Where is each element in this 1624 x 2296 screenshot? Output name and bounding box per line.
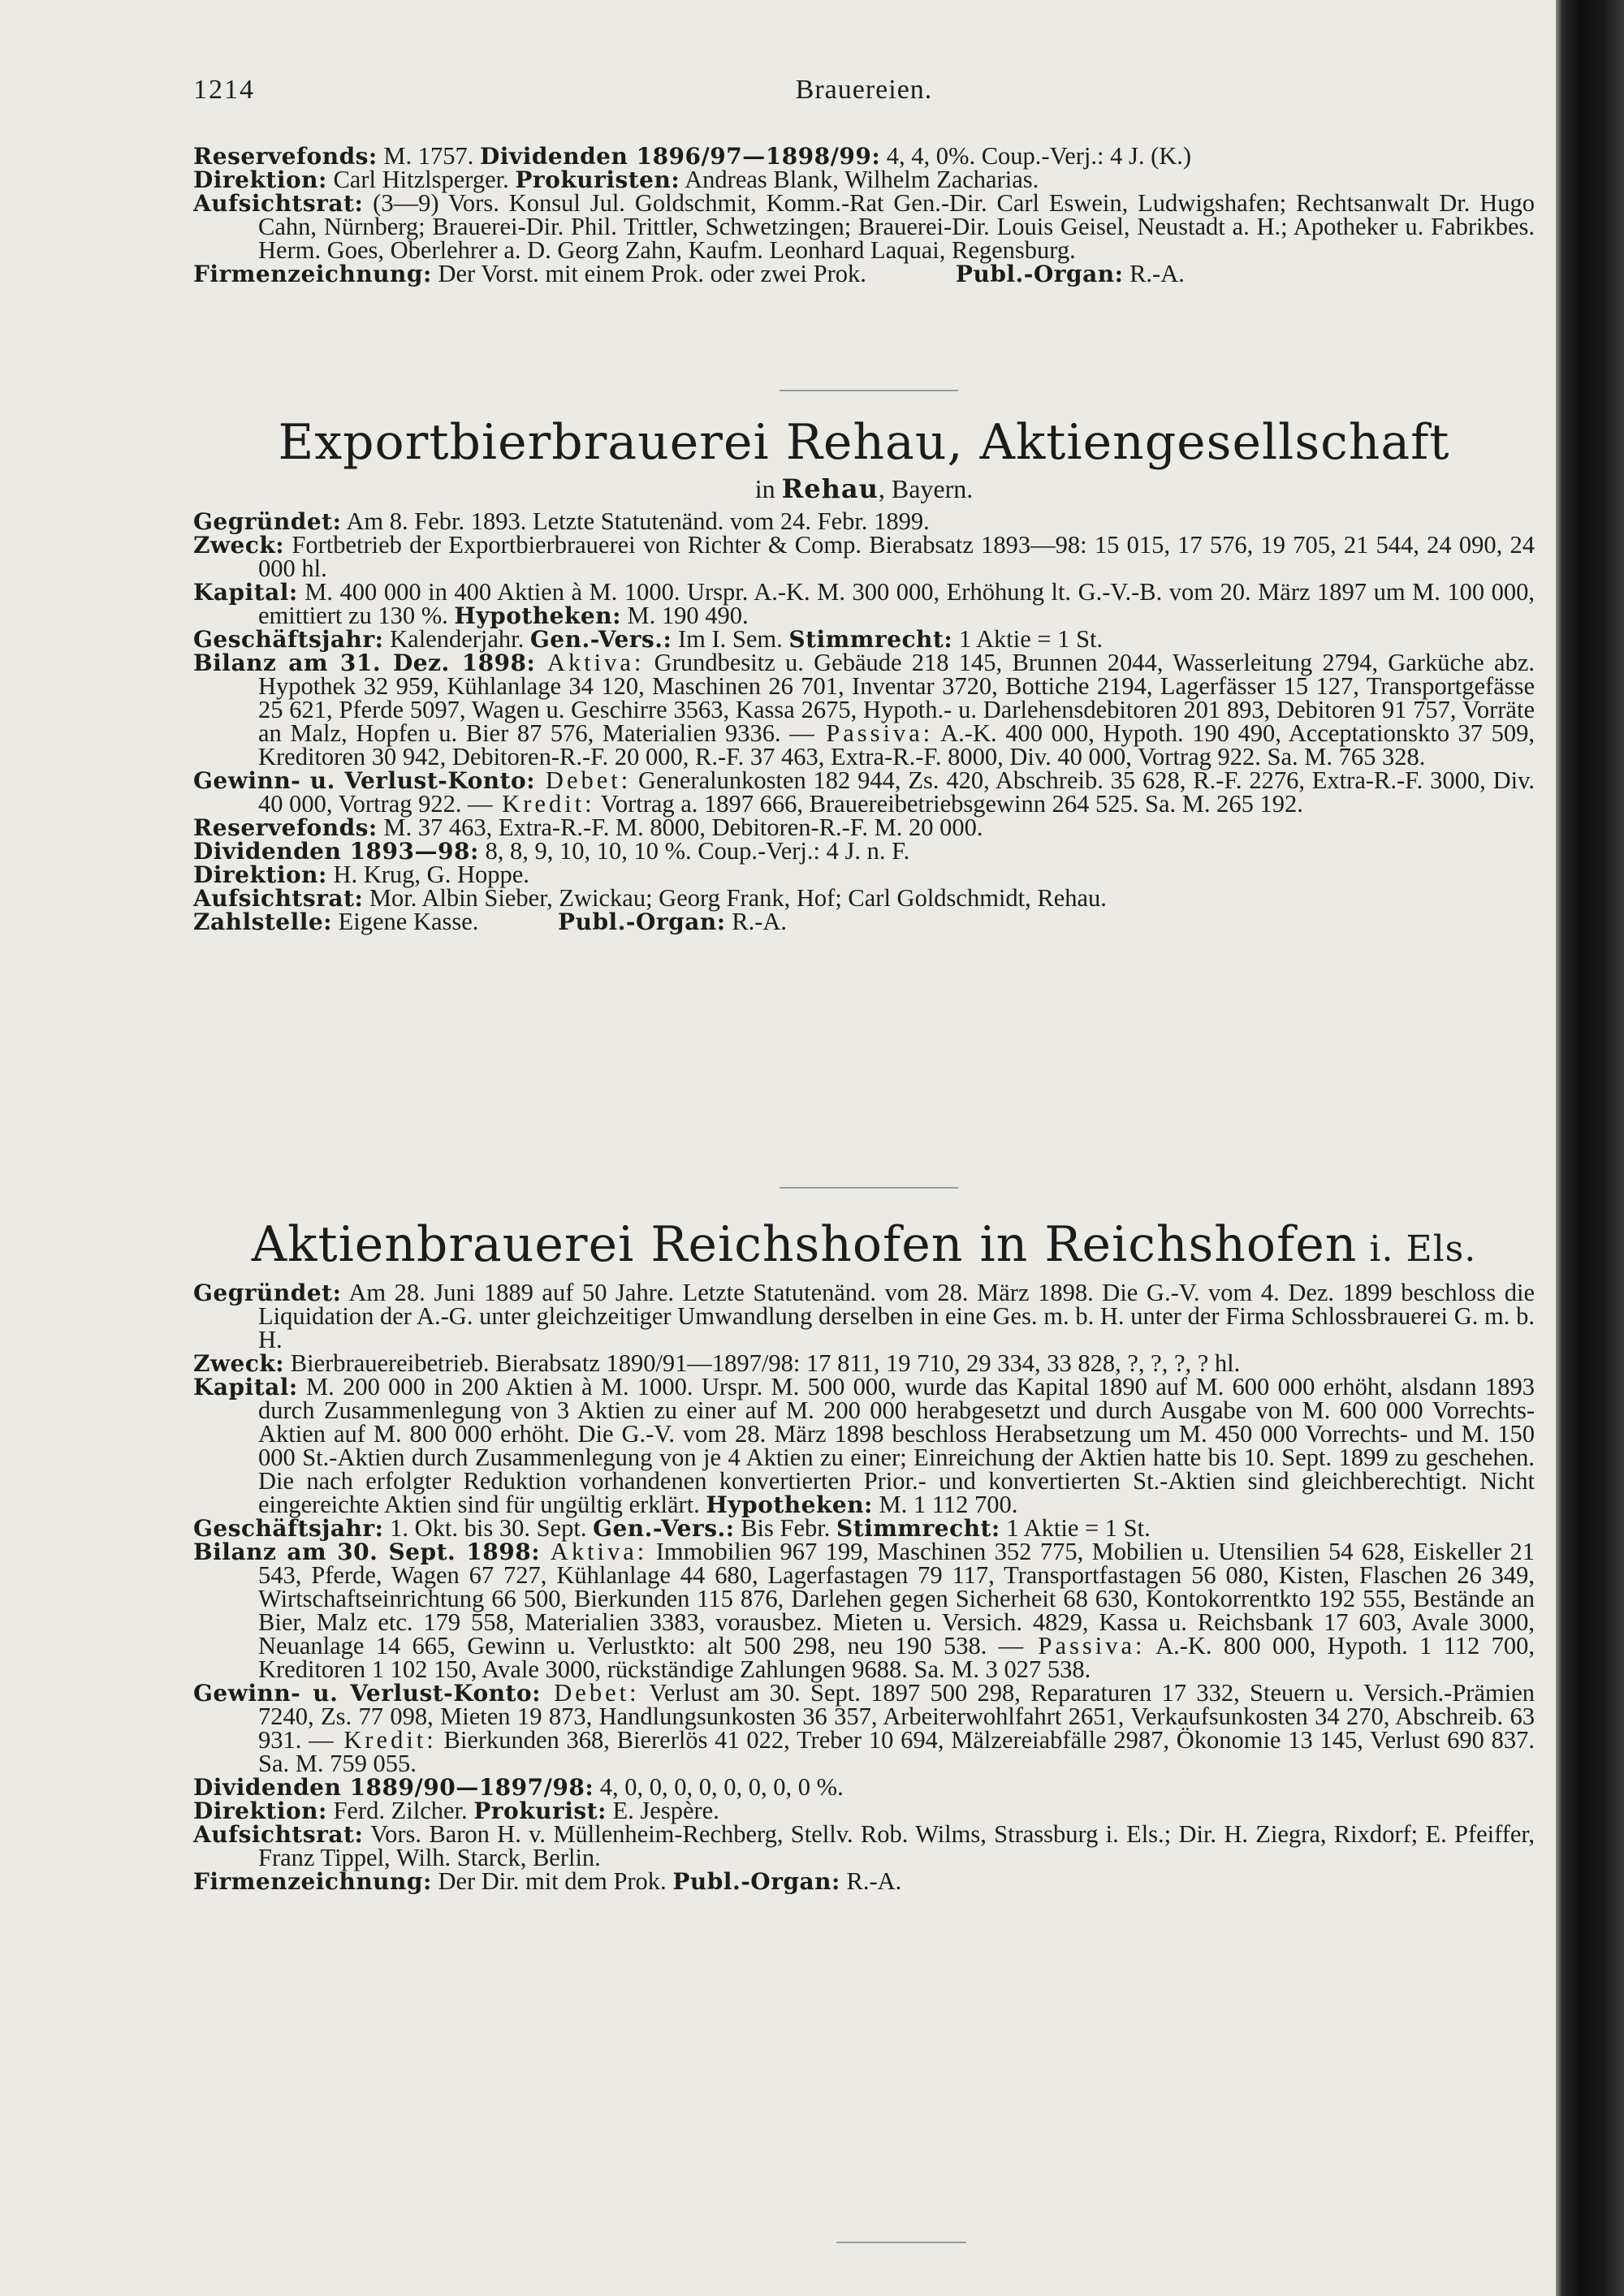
page-number: 1214 xyxy=(193,75,255,105)
reichshofen-gewinn-verlust: Gewinn- u. Verlust-Konto: Debet: Verlust am 30. Sept. 1897 500 298, Reparaturen 17 332, Steuern u. Versich.-Prämien 7240, Zs. 77 098, Mieten 19 873, Handlungsunkosten 36 357, Arbeiterwohlfahrt 2651, Verkaufsunkosten 34 270, Abschreib. 63 931. — Kredit: Bierkunden 368, Biererlös 41 022, Treber 10 694, Mälzereiabfälle 2987, Ökonomie 13 145, Verlust 690 837. Sa. M. 759 055. xyxy=(193,1679,1535,1777)
rehau-gegruendet: Gegründet: Am 8. Febr. 1893. Letzte Statutenänd. vom 24. Febr. 1899. xyxy=(193,507,930,535)
running-title: Brauereien. xyxy=(795,75,933,105)
rehau-gewinn-verlust: Gewinn- u. Verlust-Konto: Debet: Generalunkosten 182 944, Zs. 420, Abschreib. 35 628, R.-F. 2276, Extra-R.-F. 3000, Div. 40 000, Vortrag 922. — Kredit: Vortrag a. 1897 666, Brauereibetriebsgewinn 264 525. Sa. M. 265 192. xyxy=(193,766,1535,818)
book-binding-edge xyxy=(1556,0,1624,2296)
company-location-rehau: in Rehau, Bayern. xyxy=(754,473,974,504)
rehau-bilanz: Bilanz am 31. Dez. 1898: Aktiva: Grundbesitz u. Gebäude 218 145, Brunnen 2044, Wasserleitung 2794, Garküche abz. Hypothek 32 959, Kühlanlage 34 120, Maschinen 26 701, Inventar 3720, Bottiche 2194, Lagerfässer 15 127, Transportgefässe 25 621, Pferde 5097, Wagen u. Geschirre 3563, Kassa 2675, Hypoth.- u. Darlehensdebitoren 201 893, Debitoren 91 757, Vorräte an Malz, Hopfen u. Bier 87 576, Materialien 9336. — Passiva: A.-K. 400 000, Hypoth. 190 490, Acceptationskto 37 509, Kreditoren 30 942, Debitoren-R.-F. 20 000, R.-F. 37 463, Extra-R.-F. 8000, Div. 40 000, Vortrag 922. Sa. M. 765 328. xyxy=(193,649,1535,770)
reichshofen-entry xyxy=(193,1281,1535,1893)
reichshofen-aufsichtsrat: Aufsichtsrat: Vors. Baron H. v. Müllenheim-Rechberg, Stellv. Rob. Wilms, Strassburg i. Els.; Dir. H. Ziegra, Rixdorf; E. Pfeiffer, Franz Tippel, Wilh. Starck, Berlin. xyxy=(193,1820,1535,1871)
reichshofen-geschaeftsjahr: Geschäftsjahr: 1. Okt. bis 30. Sept. Gen.-Vers.: Bis Febr. Stimmrecht: 1 Aktie = 1 St. xyxy=(193,1514,1151,1542)
reichshofen-zweck: Zweck: Bierbrauereibetrieb. Bierabsatz 1890/91—1897/98: 17 811, 19 710, 29 334, 33 828, ?, ?, ?, ? hl. xyxy=(193,1349,1241,1377)
reichshofen-bilanz: Bilanz am 30. Sept. 1898: Aktiva: Immobilien 967 199, Maschinen 352 775, Mobilien u. Utensilien 54 628, Eiskeller 21 543, Pferde, Wagen 67 727, Kühlanlage 44 680, Lagerfastagen 79 117, Transportfastagen 56 080, Kisten, Flaschen 26 349, Wirtschaftseinrichtung 66 500, Bierkunden 115 876, Darlehen gegen Sicherheit 68 630, Kontokorrentkto 192 555, Bestände an Bier, Malz etc. 179 558, Materialien 3383, vorausbez. Mieten u. Versich. 4829, Kassa u. Reichsbank 17 603, Avale 3000, Neuanlage 14 665, Gewinn u. Verlustkto: alt 500 298, neu 190 538. — Passiva: A.-K. 800 000, Hypoth. 1 112 700, Kreditoren 1 102 150, Avale 3000, rückständige Zahlungen 9688. Sa. M. 3 027 538. xyxy=(193,1538,1535,1683)
reservefonds-line: Reservefonds: M. 1757. Dividenden 1896/97—1898/99: 4, 4, 0%. Coup.-Verj.: 4 J. (K.) xyxy=(193,142,1192,170)
rehau-zahlstelle: Zahlstelle: Eigene Kasse. Publ.-Organ: R.-A. xyxy=(193,908,788,935)
rehau-reservefonds: Reservefonds: M. 37 463, Extra-R.-F. M. 8000, Debitoren-R.-F. M. 20 000. xyxy=(193,814,983,841)
reichshofen-gegruendet: Gegründet: Am 28. Juni 1889 auf 50 Jahre. Letzte Statutenänd. vom 28. März 1898. Die G.-V. vom 4. Dez. 1899 beschloss die Liquidation der A.-G. unter gleichzeitiger Umwandlung derselben in eine Ges. m. b. H. unter der Firma Schlossbrauerei G. m. b. H. xyxy=(193,1279,1535,1353)
rehau-zweck: Zweck: Fortbetrieb der Exportbierbrauerei von Richter & Comp. Bierabsatz 1893—98: 15 015, 17 576, 19 705, 21 544, 24 090, 24 000 hl. xyxy=(193,531,1535,582)
reichshofen-kapital: Kapital: M. 200 000 in 200 Aktien à M. 1000. Urspr. M. 500 000, wurde das Kapital 1890 auf M. 600 000 erhöht, alsdann 1893 durch Zusammenlegung von 3 Aktien zu einer auf M. 200 000 herabgesetzt und durch Ausgabe von M. 600 000 Vorrechts-Aktien auf M. 800 000 erhöht. Die G.-V. vom 28. März 1898 beschloss Herabsetzung um M. 450 000 Vorrechts- und M. 150 000 St.-Aktien durch Zusammenlegung von je 4 Aktien zu einer; Einreichung der Aktien hatte bis 10. Sept. 1899 zu geschehen. Die nach erfolgter Reduktion vorhandenen konvertierten Prior.- und konvertierten St.-Aktien sind gleichberechtigt. Nicht eingereichte Aktien sind für ungültig erklärt. Hypotheken: M. 1 112 700. xyxy=(193,1373,1535,1518)
direktion-line: Direktion: Carl Hitzlsperger. Prokuristen: Andreas Blank, Wilhelm Zacharias. xyxy=(193,166,1039,193)
rehau-entry xyxy=(193,507,1535,935)
reichshofen-dividenden: Dividenden 1889/90—1897/98: 4, 0, 0, 0, 0, 0, 0, 0, 0 %. xyxy=(193,1773,844,1801)
section-divider xyxy=(836,2242,966,2243)
rehau-geschaeftsjahr: Geschäftsjahr: Kalenderjahr. Gen.-Vers.: Im I. Sem. Stimmrecht: 1 Aktie = 1 St. xyxy=(193,625,1104,653)
rehau-direktion: Direktion: H. Krug, G. Hoppe. xyxy=(193,861,529,888)
previous-entry-continuation xyxy=(193,142,1535,287)
page-header xyxy=(193,75,1535,120)
reichshofen-firmenzeichnung: Firmenzeichnung: Der Dir. mit dem Prok. Publ.-Organ: R.-A. xyxy=(193,1867,902,1895)
company-title-reichshofen: Aktienbrauerei Reichshofen in Reichshofen i. Els. xyxy=(251,1216,1477,1273)
rehau-dividenden: Dividenden 1893—98: 8, 8, 9, 10, 10, 10 %. Coup.-Verj.: 4 J. n. F. xyxy=(193,837,910,865)
company-title-rehau: Exportbierbrauerei Rehau, Aktiengesellschaft xyxy=(278,414,1450,471)
section-divider xyxy=(780,390,958,391)
rehau-aufsichtsrat: Aufsichtsrat: Mor. Albin Sieber, Zwickau; Georg Frank, Hof; Carl Goldschmidt, Rehau. xyxy=(193,884,1107,912)
section-divider xyxy=(780,1187,958,1189)
aufsichtsrat-paragraph: Aufsichtsrat: (3—9) Vors. Konsul Jul. Goldschmit, Komm.-Rat Gen.-Dir. Carl Eswein, Ludwigshafen; Rechtsanwalt Dr. Hugo Cahn, Nürnberg; Brauerei-Dir. Phil. Trittler, Schwetzingen; Brauerei-Dir. Louis Geisel, Neustadt a. H.; Apotheker u. Fabrikbes. Herm. Goes, Oberlehrer a. D. Georg Zahn, Kaufm. Leonhard Laquai, Regensburg. xyxy=(193,189,1535,264)
reichshofen-direktion: Direktion: Ferd. Zilcher. Prokurist: E. Jespère. xyxy=(193,1797,719,1824)
rehau-kapital: Kapital: M. 400 000 in 400 Aktien à M. 1000. Urspr. A.-K. M. 300 000, Erhöhung lt. G.-V.-B. vom 20. März 1897 um M. 100 000, emittiert zu 130 %. Hypotheken: M. 190 490. xyxy=(193,578,1535,629)
firmenzeichnung-line: Firmenzeichnung: Der Vorst. mit einem Prok. oder zwei Prok. Publ.-Organ: R.-A. xyxy=(193,260,1185,287)
